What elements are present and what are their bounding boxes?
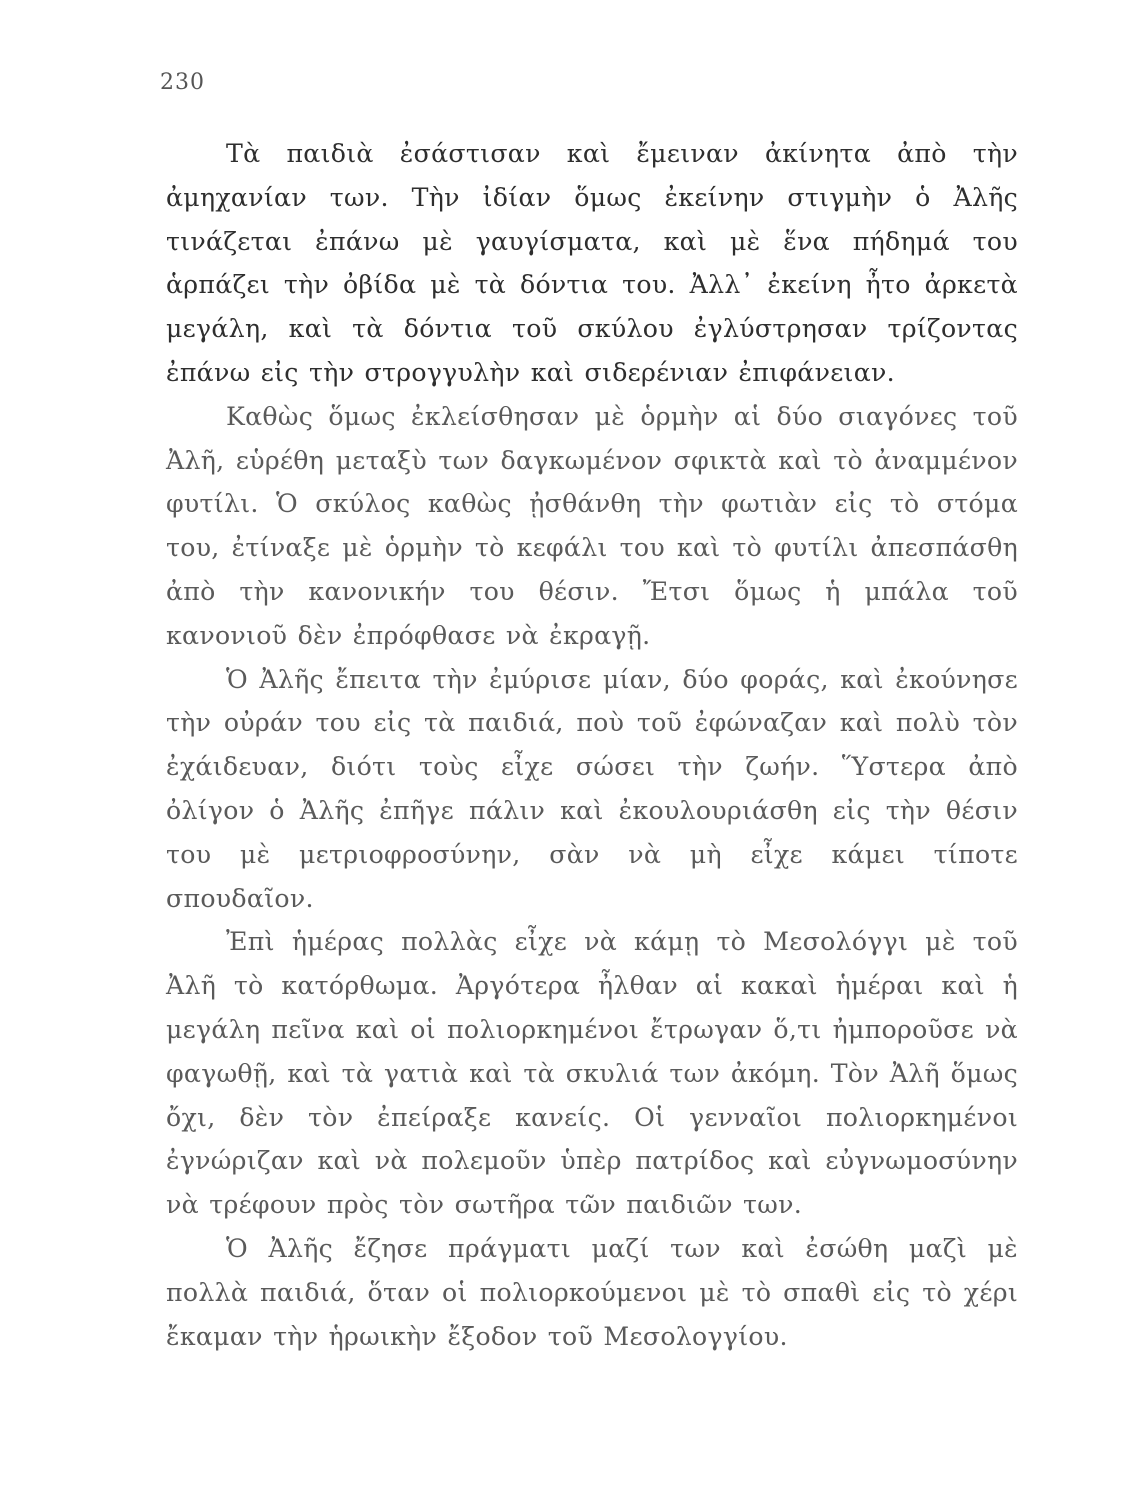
paragraph-4: Ἐπὶ ἡμέρας πολλὰς εἶχε νὰ κάμῃ τὸ Μεσολόγγι μὲ τοῦ Ἀλῆ τὸ κατόρθωμα. Ἀργότερα ἦλθαν αἱ κακαὶ ἡμέραι καὶ ἡ μεγάλη πεῖνα καὶ οἱ πολιορκημένοι ἔτρωγαν ὅ,τι ἠμποροῦσε νὰ φαγωθῇ, καὶ τὰ γατιὰ καὶ τὰ σκυλιά των ἀκόμη. Τὸν Ἀλῆ ὅμως ὄχι, δὲν τὸν ἐπείραξε κανείς. Οἱ γενναῖοι πολιορκημένοι ἐγνώριζαν καὶ νὰ πολεμοῦν ὑπὲρ πατρίδος καὶ εὐγνωμοσύνην νὰ τρέφουν πρὸς τὸν σωτῆρα τῶν παιδιῶν των. [166, 927, 1018, 1220]
paragraph-3: Ὁ Ἀλῆς ἔπειτα τὴν ἐμύρισε μίαν, δύο φοράς, καὶ ἐκούνησε τὴν οὐράν του εἰς τὰ παιδιά, ποὺ τοῦ ἐφώναζαν καὶ πολὺ τὸν ἐχάιδευαν, διότι τοὺς εἶχε σώσει τὴν ζωήν. Ὕστερα ἀπὸ ὀλίγον ὁ Ἀλῆς ἐπῆγε πάλιν καὶ ἐκουλουριάσθη εἰς τὴν θέσιν του μὲ μετριοφροσύνην, σὰν νὰ μὴ εἶχε κάμει τίποτε σπουδαῖον. [166, 664, 1018, 913]
paragraph-2: Καθὼς ὅμως ἐκλείσθησαν μὲ ὁρμὴν αἱ δύο σιαγόνες τοῦ Ἀλῆ, εὑρέθη μεταξὺ των δαγκωμένον σφικτὰ καὶ τὸ ἀναμμένον φυτίλι. Ὁ σκύλος καθὼς ᾐσθάνθη τὴν φωτιὰν εἰς τὸ στόμα του, ἐτίναξε μὲ ὁρμὴν τὸ κεφάλι του καὶ τὸ φυτίλι ἀπεσπάσθη ἀπὸ τὴν κανονικήν του θέσιν. Ἔτσι ὅμως ἡ μπάλα τοῦ κανονιοῦ δὲν ἐπρόφθασε νὰ ἐκραγῇ. [166, 401, 1018, 650]
paragraph-5: Ὁ Ἀλῆς ἔζησε πράγματι μαζί των καὶ ἐσώθη μαζὶ μὲ πολλὰ παιδιά, ὅταν οἱ πολιορκούμενοι μὲ τὸ σπαθὶ εἰς τὸ χέρι ἔκαμαν τὴν ἡρωικὴν ἔξοδον τοῦ Μεσολογγίου. [166, 1233, 1018, 1351]
page-number: 230 [160, 70, 205, 95]
body-text [166, 132, 1018, 1358]
paragraph-1: Τὰ παιδιὰ ἐσάστισαν καὶ ἔμειναν ἀκίνητα ἀπὸ τὴν ἀμηχανίαν των. Τὴν ἰδίαν ὅμως ἐκείνην στιγμὴν ὁ Ἀλῆς τινάζεται ἐπάνω μὲ γαυγίσματα, καὶ μὲ ἕνα πήδημά του ἁρπάζει τὴν ὀβίδα μὲ τὰ δόντια του. Ἀλλ᾽ ἐκείνη ἦτο ἀρκετὰ μεγάλη, καὶ τὰ δόντια τοῦ σκύλου ἐγλύστρησαν τρίζοντας ἐπάνω εἰς τὴν στρογγυλὴν καὶ σιδερένιαν ἐπιφάνειαν. [166, 139, 1018, 387]
